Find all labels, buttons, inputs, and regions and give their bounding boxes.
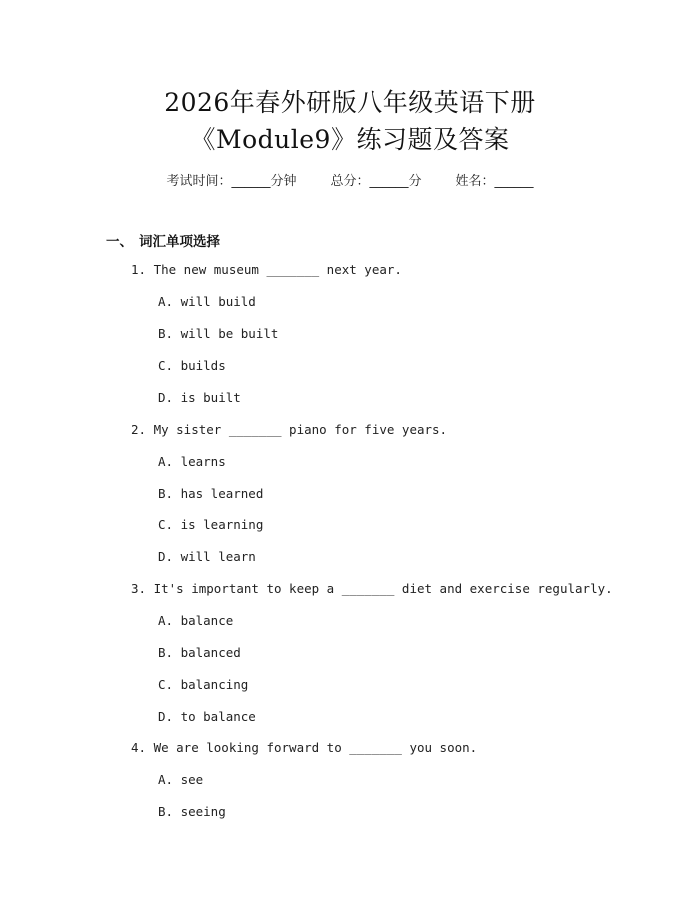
question-1-stem: 1. The new museum _______ next year. [131,262,402,277]
score-field: 总分：______分 [330,174,422,189]
question-2-option-d: D. will learn [158,549,256,564]
question-2-stem: 2. My sister _______ piano for five years. [131,422,448,437]
question-3-option-d: D. to balance [158,709,256,724]
question-1-option-a: A. will build [158,294,256,309]
page-title-line1: 2026年春外研版八年级英语下册 [164,88,536,117]
question-2-option-b: B. has learned [158,486,264,501]
question-4-option-a: A. see [158,772,204,787]
section-heading [106,230,220,250]
question-4-stem: 4. We are looking forward to _______ you soon. [131,740,478,755]
section-title: 词汇单项选择 [139,234,220,250]
question-1-option-b: B. will be built [158,326,279,341]
section-number: 一、 [106,234,133,250]
question-3-option-a: A. balance [158,613,234,628]
question-1-option-d: D. is built [158,390,241,405]
question-3-stem: 3. It's important to keep a _______ diet and exercise regularly. [131,581,613,596]
time-field: 考试时间：______分钟 [166,174,297,189]
question-4-option-b: B. seeing [158,804,226,819]
question-3-option-b: B. balanced [158,645,241,660]
page-title-line2: 《Module9》练习题及答案 [190,125,510,154]
question-3-option-c: C. balancing [158,677,249,692]
question-1-option-c: C. builds [158,358,226,373]
name-field: 姓名：______ [455,174,534,189]
question-2-option-a: A. learns [158,454,226,469]
exam-info-line [0,170,700,189]
question-2-option-c: C. is learning [158,517,264,532]
